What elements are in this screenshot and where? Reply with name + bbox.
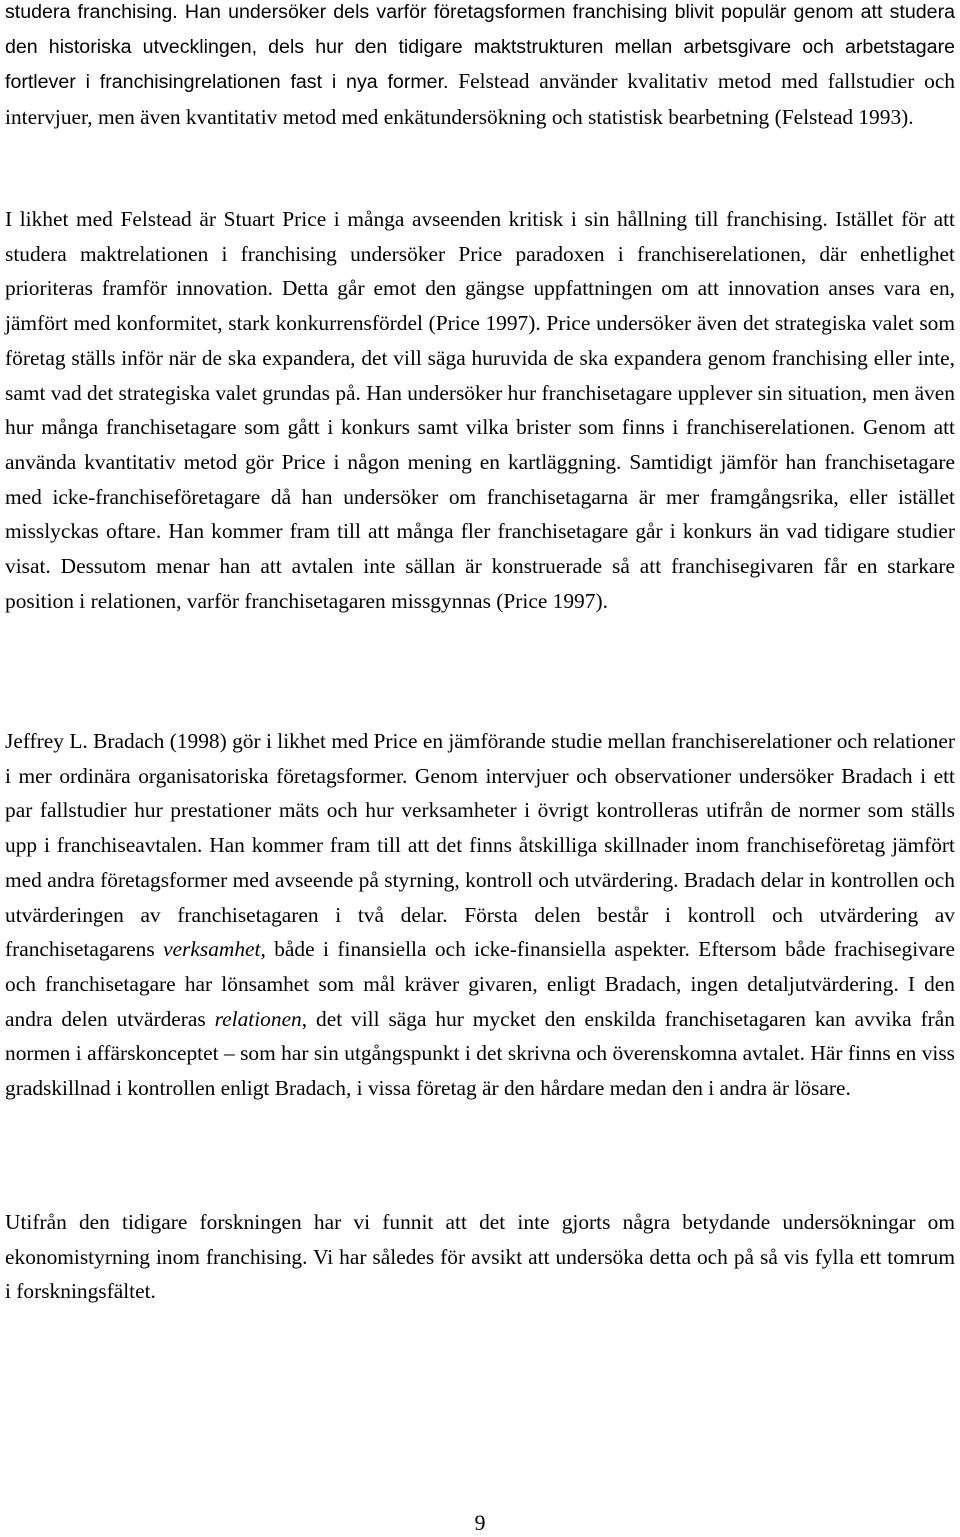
paragraph-felstead-sans-part: studera franchising. Han undersöker dels varför företagsformen franchising blivit populär genom att studera den historiska utvecklingen, dels hur den tidigare maktstrukturen mellan arbetsgivare och arbetstagare fortlever i franchisingrelationen fast i nya former. [5, 1, 955, 94]
paragraph-conclusion: Utifrån den tidigare forskningen har vi funnit att det inte gjorts några betydande undersökningar om ekonomistyrning inom franchising. Vi har således för avsikt att undersöka detta och på så vis fylla ett tomrum i forskningsfältet. [5, 1210, 955, 1304]
paragraph-bradach-part-3: , det vill säga hur mycket den enskilda franchisetagaren kan avvika från normen i affärskonceptet – som har sin utgångspunkt i det skrivna och överenskomna avtalet. Här finns en viss gradskillnad i kontrollen enligt Bradach, i vissa företag är den hårdare medan den i andra är lösare. [5, 1006, 956, 1101]
paragraph-bradach [5, 724, 955, 1106]
emphasis-relationen: relationen [214, 1006, 302, 1031]
paragraph-bradach-part-1: Jeffrey L. Bradach (1998) gör i likhet med Price en jämförande studie mellan franchiserelationer och relationer i mer ordinära organisatoriska företagsformer. Genom intervjuer och observationer undersöker Bradach i ett par fallstudier hur prestationer mäts och hur verksamheter i övrigt kontrolleras utifrån de normer som ställs upp i franchiseavtalen. Han kommer fram till att det finns åtskilliga skillnader inom franchiseföretag jämfört med andra företagsformer med avseende på styrning, kontroll och utvärdering. Bradach delar in kontrollen och utvärderingen av franchisetagaren i två delar. Första delen består i kontroll och utvärdering av franchisetagarens [5, 729, 955, 962]
paragraph-bradach-part-2: , både i finansiella och icke-finansiella aspekter. Eftersom både frachisegivare och franchisetagare har lönsamhet som mål kräver givaren, enligt Bradach, ingen detaljutvärdering. I den andra delen utvärderas [5, 937, 955, 1031]
emphasis-verksamhet: verksamhet [163, 937, 261, 962]
paragraph-felstead-serif-part: Felstead använder kvalitativ metod med fallstudier och intervjuer, men även kvantitativ metod med enkätundersökning och statistisk bearbetning (Felstead 1993). [5, 69, 956, 130]
page-number: 9 [474, 1510, 486, 1535]
paragraph-price: I likhet med Felstead är Stuart Price i många avseenden kritisk i sin hållning till franchising. Istället för att studera maktrelationen i franchising undersöker Price paradoxen i franchiserelationen, där enhetlighet prioriteras framför innovation. Detta går emot den gängse uppfattningen om att innovation anses vara en, jämfört med konformitet, stark konkurrensfördel (Price 1997). Price undersöker även det strategiska valet som företag ställs inför när de ska expandera, det vill säga huruvida de ska expandera genom franchising eller inte, samt vad det strategiska valet grundas på. Han undersöker hur franchisetagare upplever sin situation, men även hur många franchisetagare som gått i konkurs samt vilka brister som finns i franchiserelationen. Genom att använda kvantitativ metod gör Price i någon mening en kartläggning. Samtidigt jämför han franchisetagare med icke-franchiseföretagare då han undersöker om franchisetagarna är mer framgångsrika, eller istället misslyckas oftare. Han kommer fram till att många fler franchisetagare går i konkurs än vad tidigare studier visat. Dessutom menar han att avtalen inte sällan är konstruerade så att franchisegivaren får en starkare position i relationen, varför franchisetagaren missgynnas (Price 1997). [5, 207, 955, 613]
paragraph-felstead [5, 0, 955, 136]
